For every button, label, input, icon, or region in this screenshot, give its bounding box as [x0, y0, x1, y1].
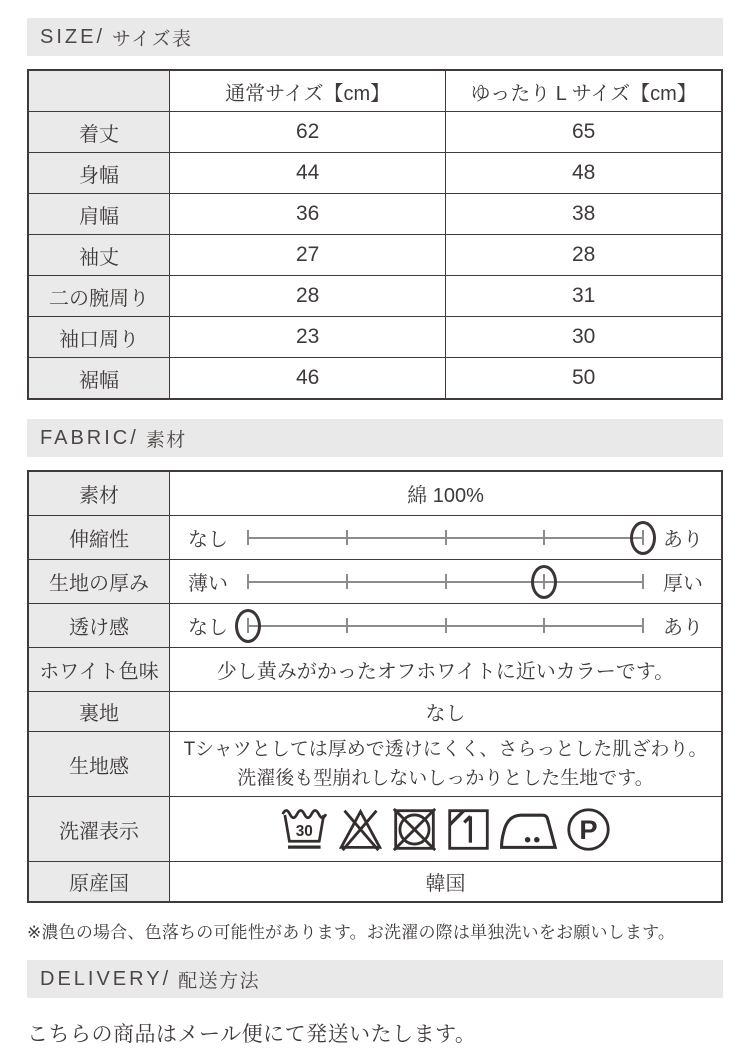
sheerness-scale-track — [248, 605, 643, 647]
size-value-normal: 46 — [170, 358, 446, 400]
svg-text:P: P — [579, 813, 598, 845]
texture-line-1: Tシャツとしては厚めで透けにくく、さらっとした肌ざわり。 — [183, 738, 708, 760]
fabric-row-label: 洗濯表示 — [28, 797, 170, 862]
fabric-row-label: 原産国 — [28, 862, 170, 903]
fabric-row-label: 透け感 — [28, 604, 170, 648]
scale-left-label: 薄い — [188, 573, 228, 595]
fabric-row-lining — [28, 692, 722, 732]
shade-line-dry-icon — [445, 806, 492, 853]
size-row-label: 袖丈 — [28, 235, 170, 276]
fabric-row-label: ホワイト色味 — [28, 648, 170, 692]
size-value-normal: 36 — [170, 194, 446, 235]
delivery-section-title-latin: DELIVERY/ — [40, 967, 172, 990]
size-value-normal: 23 — [170, 317, 446, 358]
size-col-header-blank — [28, 70, 170, 112]
fabric-row-origin — [28, 862, 722, 903]
size-section-header — [27, 18, 723, 56]
size-table-row — [28, 276, 722, 317]
fabric-white-tone-value: 少し黄みがかったオフホワイトに近いカラーです。 — [170, 648, 723, 692]
fabric-section-header — [27, 419, 723, 457]
fabric-material-value: 綿 100% — [170, 471, 723, 516]
size-row-label: 裾幅 — [28, 358, 170, 400]
scale-left-label: なし — [188, 617, 228, 639]
fabric-section-title-latin: FABRIC/ — [40, 426, 139, 449]
fabric-row-thickness — [28, 560, 722, 604]
scale-left-label: なし — [188, 529, 228, 551]
size-table-row — [28, 235, 722, 276]
size-table — [27, 69, 723, 400]
stretch-scale — [170, 517, 721, 559]
size-col-header-large: ゆったり L サイズ【cm】 — [446, 70, 722, 112]
size-value-large: 50 — [446, 358, 722, 400]
fabric-table — [27, 470, 723, 903]
size-section-title-jp: サイズ表 — [112, 28, 193, 50]
scale-marker-circle — [235, 609, 261, 643]
size-value-large: 31 — [446, 276, 722, 317]
scale-right-label: 厚い — [663, 573, 703, 595]
fabric-row-label: 素材 — [28, 471, 170, 516]
fabric-row-white-tone — [28, 648, 722, 692]
fabric-origin-value: 韓国 — [170, 862, 723, 903]
iron-two-dots-icon — [499, 806, 558, 853]
svg-text:30: 30 — [295, 822, 313, 840]
fabric-texture-value — [170, 732, 723, 797]
texture-line-2: 洗濯後も型崩れしないしっかりとした生地です。 — [237, 768, 654, 789]
delivery-section-header — [27, 960, 723, 998]
size-row-label: 袖口周り — [28, 317, 170, 358]
fabric-section-title-jp: 素材 — [145, 429, 187, 451]
fabric-row-sheerness — [28, 604, 722, 648]
size-table-row — [28, 317, 722, 358]
fabric-sheerness-scale-cell — [170, 604, 723, 648]
size-col-header-normal: 通常サイズ【cm】 — [170, 70, 446, 112]
stretch-scale-track — [248, 517, 643, 559]
sheerness-scale — [170, 605, 721, 647]
delivery-method-text: こちらの商品はメール便にて発送いたします。 — [27, 1023, 477, 1046]
scale-right-label: あり — [663, 529, 703, 551]
size-value-normal: 28 — [170, 276, 446, 317]
size-value-large: 48 — [446, 153, 722, 194]
size-row-label: 身幅 — [28, 153, 170, 194]
fabric-row-material — [28, 471, 722, 516]
fabric-care-symbols-cell — [170, 797, 723, 862]
laundry-care-symbols — [170, 806, 721, 853]
fabric-row-texture — [28, 732, 722, 797]
fabric-row-label: 生地の厚み — [28, 560, 170, 604]
fabric-thickness-scale-cell — [170, 560, 723, 604]
scale-marker-circle — [630, 521, 656, 555]
size-table-header-row — [28, 70, 722, 112]
size-table-row — [28, 153, 722, 194]
size-row-label: 着丈 — [28, 112, 170, 153]
do-not-tumble-dry-icon — [391, 806, 438, 853]
size-row-label: 二の腕周り — [28, 276, 170, 317]
do-not-bleach-icon — [337, 806, 384, 853]
thickness-scale-track — [248, 561, 643, 603]
size-table-row — [28, 358, 722, 400]
wash-30-mild-icon — [279, 806, 330, 853]
fabric-row-care — [28, 797, 722, 862]
size-value-normal: 44 — [170, 153, 446, 194]
size-table-row — [28, 194, 722, 235]
size-value-large: 65 — [446, 112, 722, 153]
size-value-large: 28 — [446, 235, 722, 276]
size-value-large: 38 — [446, 194, 722, 235]
scale-marker-circle — [531, 565, 557, 599]
scale-right-label: あり — [663, 617, 703, 639]
delivery-section-title-jp: 配送方法 — [178, 970, 261, 992]
size-table-row — [28, 112, 722, 153]
thickness-scale — [170, 561, 721, 603]
dry-clean-p-icon — [565, 806, 612, 853]
fabric-row-label: 生地感 — [28, 732, 170, 797]
wash-note: ※濃色の場合、色落ちの可能性があります。お洗濯の際は単独洗いをお願いします。 — [27, 923, 676, 942]
size-row-label: 肩幅 — [28, 194, 170, 235]
size-value-large: 30 — [446, 317, 722, 358]
size-section-title-latin: SIZE/ — [40, 25, 106, 48]
fabric-lining-value: なし — [170, 692, 723, 732]
size-value-normal: 27 — [170, 235, 446, 276]
size-value-normal: 62 — [170, 112, 446, 153]
fabric-stretch-scale-cell — [170, 516, 723, 560]
fabric-row-label: 伸縮性 — [28, 516, 170, 560]
fabric-row-label: 裏地 — [28, 692, 170, 732]
fabric-row-stretch — [28, 516, 722, 560]
